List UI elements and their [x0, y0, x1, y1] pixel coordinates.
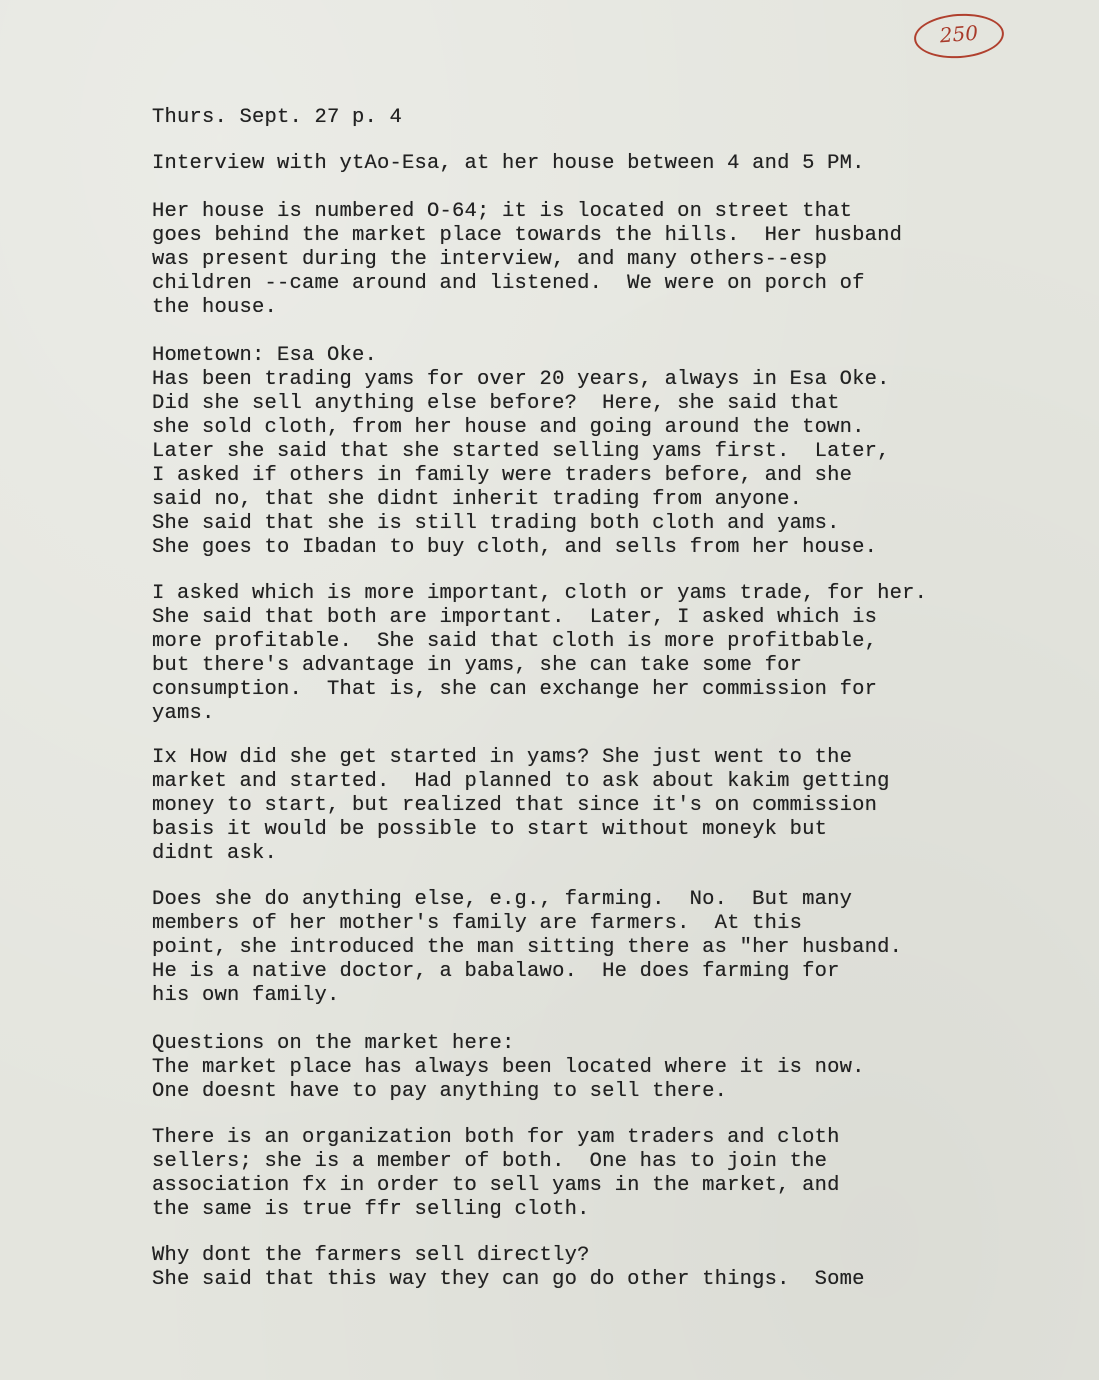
text-line: She goes to Ibadan to buy cloth, and sells from her house.: [152, 536, 878, 559]
text-line: the house.: [152, 296, 278, 319]
text-line: basis it would be possible to start without moneyk but: [152, 818, 828, 841]
text-line: Interview with ytAo-Esa, at her house between 4 and 5 PM.: [152, 152, 865, 175]
text-line: Thurs. Sept. 27 p. 4: [152, 106, 403, 129]
text-line: I asked which is more important, cloth or yams trade, for her.: [152, 582, 928, 605]
text-line: Ix How did she get started in yams? She just went to the: [152, 746, 853, 769]
text-line: There is an organization both for yam traders and cloth: [152, 1126, 840, 1149]
text-line: She said that this way they can go do other things. Some: [152, 1268, 865, 1291]
text-line: Later she said that she started selling yams first. Later,: [152, 440, 890, 463]
text-line: She said that she is still trading both cloth and yams.: [152, 512, 840, 535]
handwritten-page-number: 250: [913, 11, 1006, 61]
text-line: yams.: [152, 702, 215, 725]
text-line: The market place has always been located where it is now.: [152, 1056, 865, 1079]
text-line: goes behind the market place towards the hills. Her husband: [152, 224, 903, 247]
text-line: but there's advantage in yams, she can take some for: [152, 654, 803, 677]
text-line: She said that both are important. Later, I asked which is: [152, 606, 878, 629]
text-line: didnt ask.: [152, 842, 278, 865]
text-line: Has been trading yams for over 20 years, always in Esa Oke.: [152, 368, 890, 391]
text-line: Her house is numbered O-64; it is located on street that: [152, 200, 853, 223]
text-line: more profitable. She said that cloth is more profitbable,: [152, 630, 878, 653]
text-line: I asked if others in family were traders before, and she: [152, 464, 853, 487]
text-line: He is a native doctor, a babalawo. He does farming for: [152, 960, 840, 983]
text-line: Questions on the market here:: [152, 1032, 515, 1055]
text-line: consumption. That is, she can exchange her commission for: [152, 678, 878, 701]
text-line: said no, that she didnt inherit trading from anyone.: [152, 488, 803, 511]
text-line: market and started. Had planned to ask about kakim getting: [152, 770, 890, 793]
text-line: his own family.: [152, 984, 340, 1007]
text-line: members of her mother's family are farmers. At this: [152, 912, 803, 935]
text-line: she sold cloth, from her house and going around the town.: [152, 416, 865, 439]
text-line: association fx in order to sell yams in the market, and: [152, 1174, 840, 1197]
text-line: sellers; she is a member of both. One has to join the: [152, 1150, 828, 1173]
text-line: children --came around and listened. We were on porch of: [152, 272, 865, 295]
text-line: money to start, but realized that since it's on commission: [152, 794, 878, 817]
text-line: the same is true ffr selling cloth.: [152, 1198, 590, 1221]
text-line: One doesnt have to pay anything to sell there.: [152, 1080, 728, 1103]
text-line: Why dont the farmers sell directly?: [152, 1244, 590, 1267]
text-line: Hometown: Esa Oke.: [152, 344, 378, 367]
text-line: Does she do anything else, e.g., farming. No. But many: [152, 888, 853, 911]
text-line: point, she introduced the man sitting there as "her husband.: [152, 936, 903, 959]
text-line: Did she sell anything else before? Here, she said that: [152, 392, 840, 415]
text-line: was present during the interview, and many others--esp: [152, 248, 828, 271]
